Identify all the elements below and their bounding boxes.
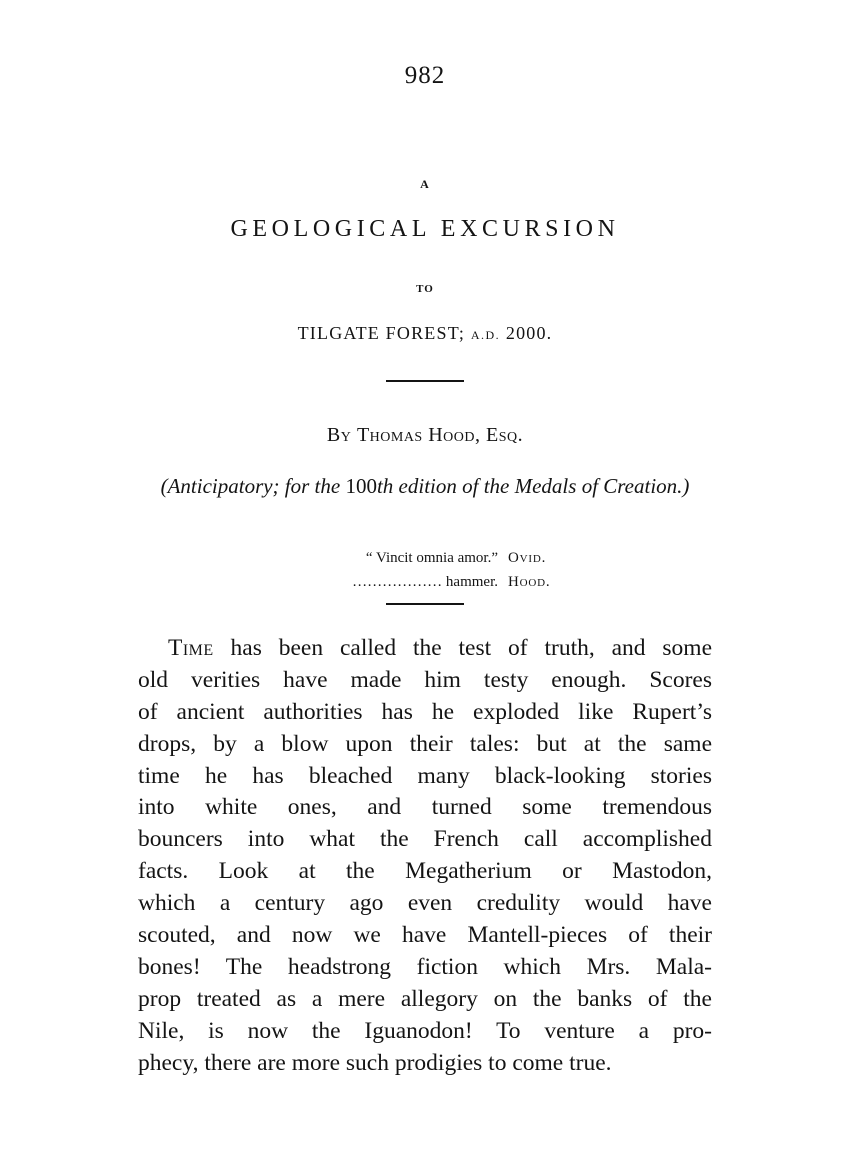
body-line: scouted, and now we have Mantell-pieces of their <box>138 922 712 949</box>
byline-author: Thomas Hood, Esq. <box>356 424 524 446</box>
motto-line <box>288 574 588 596</box>
subtitle-part2: th edition of the Medals of Creation. <box>376 474 683 498</box>
title-date-prefix: A.D. <box>470 328 501 342</box>
byline <box>0 424 850 447</box>
motto-quote: ……………… hammer. <box>352 574 498 590</box>
title-to: TO <box>416 283 434 295</box>
title-main: GEOLOGICAL EXCURSION <box>230 216 620 242</box>
body-line: prop treated as a mere allegory on the banks of the <box>138 985 712 1012</box>
subtitle-open: ( <box>160 474 168 498</box>
body-line: of ancient authorities has he exploded like Rupert’s <box>138 698 712 725</box>
subtitle-close: ) <box>682 474 690 498</box>
body-line: drops, by a blow upon their tales: but at the same <box>138 730 712 757</box>
body-line: bones! The headstrong fiction which Mrs. Mala- <box>138 953 712 980</box>
motto-author: Hood. <box>508 574 551 590</box>
motto-quote: “ Vincit omnia amor.” <box>365 550 498 566</box>
divider-rule <box>386 603 464 605</box>
body-line: Nile, is now the Iguanodon! To venture a pro- <box>138 1017 712 1044</box>
body-line: which a century ago even credulity would have <box>138 890 712 917</box>
title-place: TILGATE FOREST; <box>297 323 466 343</box>
subtitle-edition-number: 100 <box>345 474 377 498</box>
title-place-date <box>0 323 850 344</box>
motto-line <box>288 550 588 572</box>
byline-by: By <box>326 424 352 446</box>
body-line: time he has bleached many black-looking stories <box>138 762 712 789</box>
body-line: Time has been called the test of truth, and some <box>168 635 712 661</box>
body-line: bouncers into what the French call accomplished <box>138 826 712 853</box>
body-line: into white ones, and turned some tremendous <box>138 794 712 821</box>
title-article: A <box>420 177 430 191</box>
subtitle-part1: Anticipatory; for the <box>167 474 341 498</box>
title-year: 2000. <box>505 323 553 343</box>
body-paragraph <box>138 633 712 1079</box>
body-line: facts. Look at the Megatherium or Mastodon, <box>138 858 712 885</box>
subtitle-note <box>0 474 850 499</box>
body-line: old verities have made him testy enough. Scores <box>138 666 712 693</box>
page-number: 982 <box>404 62 446 89</box>
divider-rule <box>386 380 464 382</box>
body-line: phecy, there are more such prodigies to come true. <box>138 1049 612 1076</box>
lead-word: Time <box>168 635 214 661</box>
motto-author: Ovid. <box>508 550 547 566</box>
